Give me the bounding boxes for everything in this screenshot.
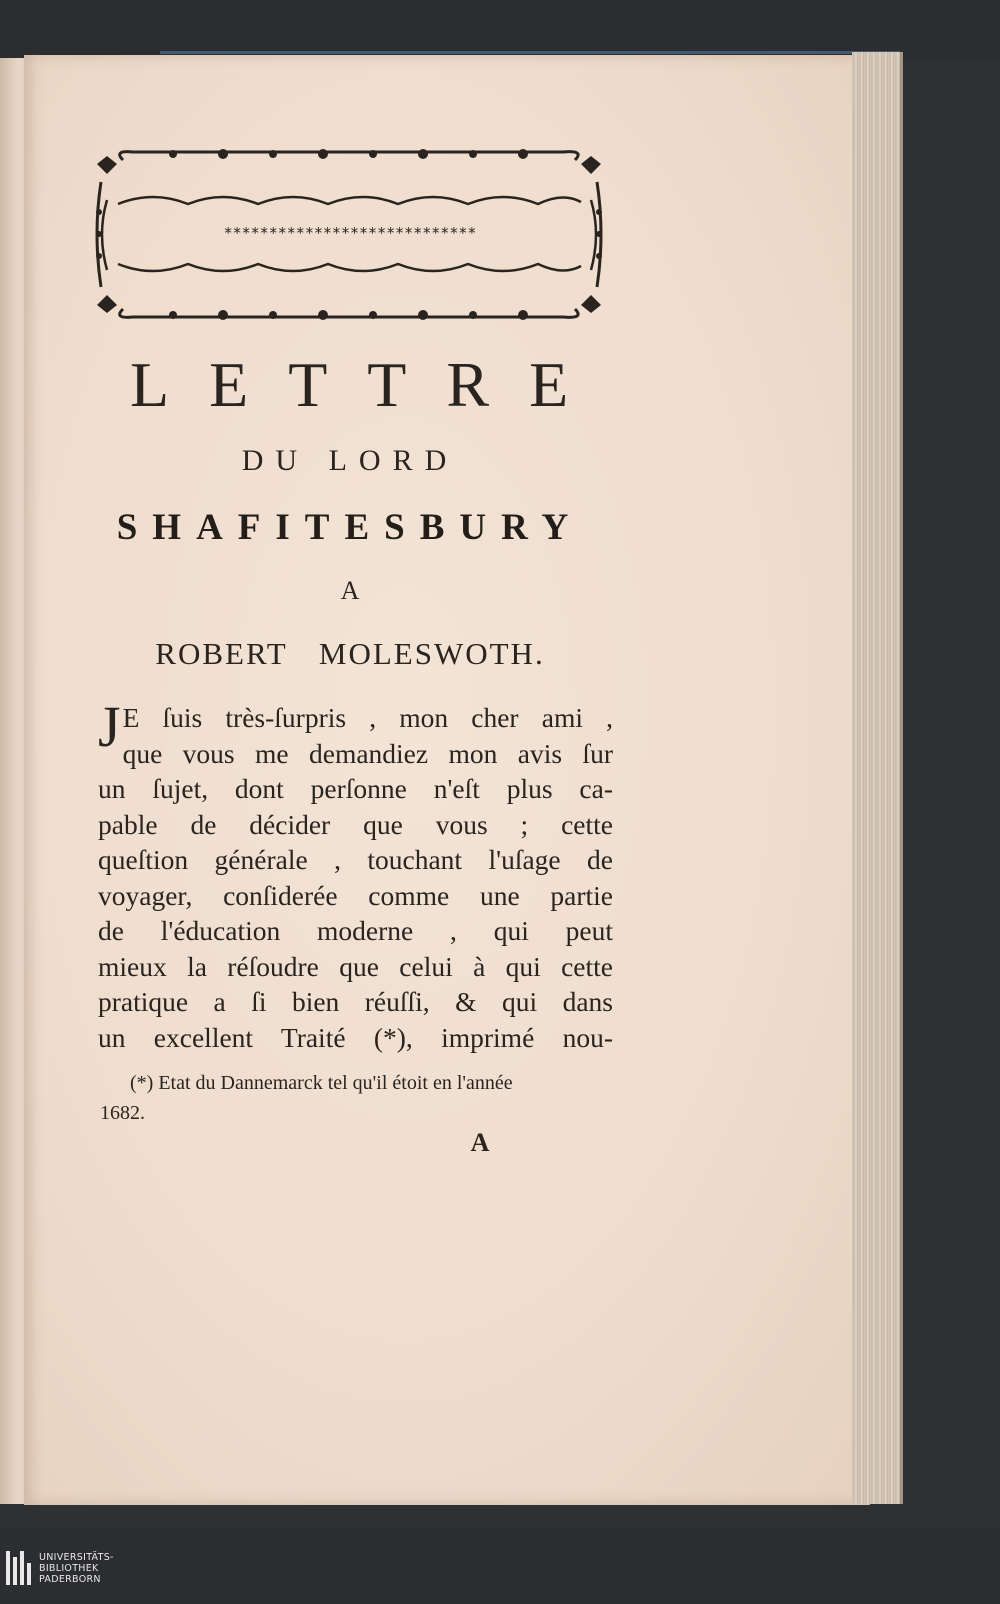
- signature-mark: A: [470, 1128, 490, 1157]
- body-line: un excellent Traité (*), imprimé nou-: [98, 1021, 613, 1053]
- body-line: E ſuis très-ſurpris , mon cher ami ,: [122, 702, 613, 733]
- library-name-line: UNIVERSITÄTS-: [39, 1551, 114, 1563]
- letter-body: [98, 694, 613, 1055]
- binding-edge-line: [160, 51, 900, 54]
- library-logo-text: [39, 1552, 114, 1585]
- library-name-line: BIBLIOTHEK: [39, 1562, 99, 1574]
- page-fore-edge: [852, 52, 903, 1504]
- body-line: de l'éducation moderne , qui peut: [98, 915, 613, 946]
- body-line: pable de décider que vous ; cette: [98, 808, 613, 840]
- library-logo-icon: [6, 1551, 31, 1585]
- title-du-lord: DU LORD: [241, 444, 459, 477]
- library-name-line: PADERBORN: [39, 1573, 101, 1585]
- title-recipient: ROBERT MOLESWOTH.: [155, 636, 545, 671]
- drop-cap: J: [98, 694, 121, 759]
- body-line: un ſujet, dont perſonne n'eſt plus ca-: [98, 773, 613, 804]
- body-line: mieux la réſoudre que celui à qui cette: [98, 950, 613, 982]
- scan-background-bottom: [0, 1528, 1000, 1604]
- ornament-star-row: ****************************: [223, 224, 477, 242]
- library-logo: [6, 1548, 114, 1588]
- title-author-name: SHAFITESBURY: [116, 507, 584, 548]
- body-line: queſtion générale , touchant l'uſage de: [98, 844, 613, 875]
- footnote: [100, 1068, 612, 1128]
- footnote-line: 1682.: [100, 1102, 145, 1124]
- title-lettre: LETTRE: [130, 349, 609, 420]
- title-preposition: A: [340, 576, 360, 605]
- body-line: pratique a ſi bien réuſſi, & qui dans: [98, 986, 613, 1017]
- body-line: que vous me demandiez mon avis ſur: [122, 737, 613, 769]
- body-line: voyager, conſiderée comme une partie: [98, 879, 613, 911]
- footnote-line: (*) Etat du Dannemarck tel qu'il étoit en l'année: [130, 1072, 513, 1094]
